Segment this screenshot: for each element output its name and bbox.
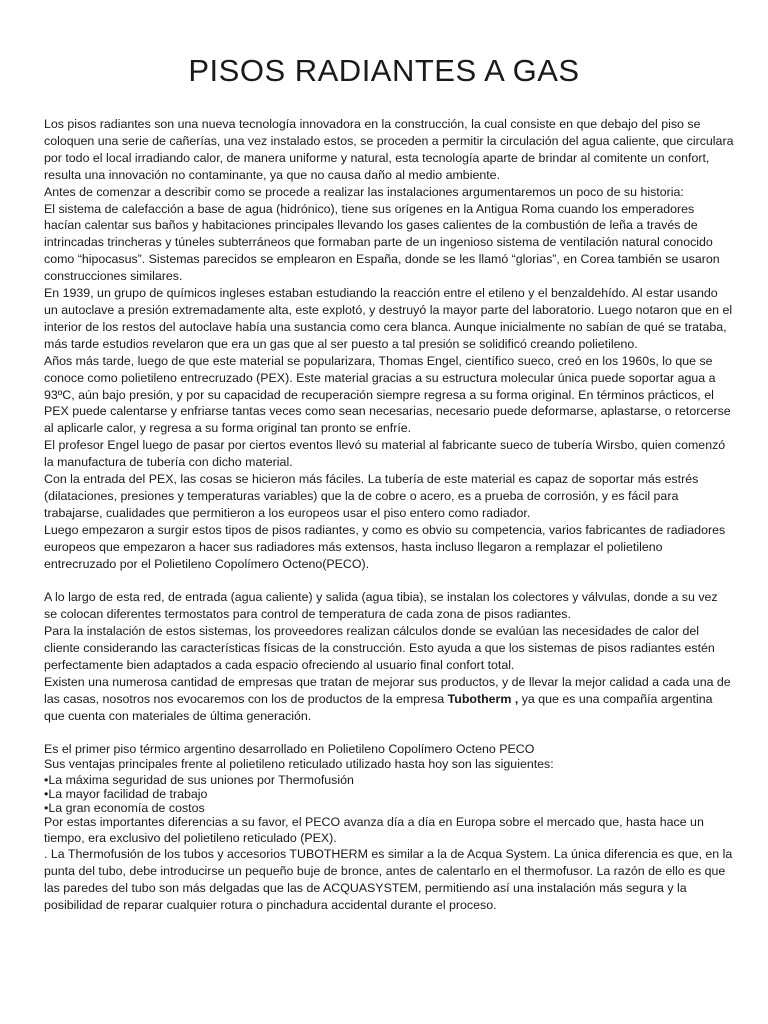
list-item: •La gran economía de costos xyxy=(44,801,205,816)
paragraph-peco: Luego empezaron a surgir estos tipos de pisos radiantes, y como es obvio su competencia, varios fabricantes de radiadores europeos que empezaron a hacer sus radiadores más extensos, hasta incluso llegaron a remplazar el polietileno entrecruzado por el Polietileno Copolímero Octeno(PECO). xyxy=(44,522,726,571)
paragraph-first-argentine: Es el primer piso térmico argentino desarrollado en Polietileno Copolímero Octeno PECO xyxy=(44,741,535,756)
company-name: Tubotherm , xyxy=(447,691,519,706)
spacer xyxy=(44,572,734,589)
paragraph-1939: En 1939, un grupo de químicos ingleses estaban estudiando la reacción entre el etileno y el benzaldehído. Al estar usando un autoclave a presión extremadamente alta, este explotó, y destruyó la mayor parte del laboratorio. Luego notaron que en el interior de los restos del autoclave había una sustancia como cera blanca. Aunque inicialmente no sabían de qué se trataba, más tarde estudios revelaron que era un gas que al ser puesto a tal presión se solidificó creando polietileno. xyxy=(44,286,733,351)
paragraph-peco-europe: Por estas importantes diferencias a su favor, el PECO avanza día a día en Europa sobre el mercado que, hasta hace un tiempo, era exclusivo del polietileno reticulado (PEX). xyxy=(44,815,704,845)
paragraph-thermofusion: . La Thermofusión de los tubos y accesorios TUBOTHERM es similar a la de Acqua System. La única diferencia es que, en la punta del tubo, debe introducirse un pequeño buje de bronce, antes de calentarlo en el thermofusor. La razón de ello es que las paredes del tubo son más delgadas que las de ACQUASYSTEM, permitiendo así una instalación más segura y la posibilidad de reparar cualquier rotura o pinchadura accidental durante el proceso. xyxy=(44,847,733,913)
paragraph-engel-pex: Años más tarde, luego de que este material se popularizara, Thomas Engel, científico sueco, creó en los 1960s, lo que se conoce como polietileno entrecruzado (PEX). Este material gracias a su estructura molecular única puede soportar agua a 93ºC, aún bajo presión, y por su capacidad de recuperación siempre regresa a su forma original. En términos prácticos, el PEX puede calentarse y enfriarse tantas veces como sean necesarias, necesario puede deformarse, aplastarse, o retorcerse al aplicarle calor, y regresa a su forma original tan pronto se enfríe. xyxy=(44,353,731,436)
paragraph-history-lead: Antes de comenzar a describir como se procede a realizar las instalaciones argumentaremos un poco de su historia: xyxy=(44,184,684,199)
paragraph-wirsbo: El profesor Engel luego de pasar por ciertos eventos llevó su material al fabricante sueco de tubería Wirsbo, quien comenzó la manufactura de tubería con dicho material. xyxy=(44,438,726,470)
companies-text: Existen una numerosa cantidad de empresas que tratan de mejorar sus productos, y de llevar la mejor calidad a cada una de las casas, nosotros nos evocaremos con los de productos de la empresa xyxy=(44,675,731,706)
paragraph-installation: Para la instalación de estos sistemas, los proveedores realizan cálculos donde se evalúan las necesidades de calor del cliente considerando las características físicas de la construcción. Esto ayuda a que los sistemas de pisos radiantes estén perfectamente bien adaptados a cada espacio ofreciendo al usuario final confort total. xyxy=(44,624,715,673)
paragraph-companies xyxy=(44,674,734,725)
companies-text-end: ya que es una compañía argentina que cuenta con materiales de última generación. xyxy=(44,691,713,723)
paragraph-intro: Los pisos radiantes son una nueva tecnología innovadora en la construcción, la cual consiste en que debajo del piso se coloquen una serie de cañerías, una vez instalado estos, se proceden a permitir la circulación del agua caliente, que circulara por todo el local irradiando calor, de manera uniforme y natural, esta tecnología aparte de brindar al comitente un confort, resulta una innovación no contaminante, ya que no causa daño al medio ambiente. xyxy=(44,117,734,182)
spacer xyxy=(44,725,734,742)
list-item: •La máxima seguridad de sus uniones por Thermofusión xyxy=(44,772,354,787)
paragraph-advantages-lead: Sus ventajas principales frente al polietileno reticulado utilizado hasta hoy son las siguientes: xyxy=(44,757,554,772)
list-item: •La mayor facilidad de trabajo xyxy=(44,786,208,801)
paragraph-pex-entry: Con la entrada del PEX, las cosas se hicieron más fáciles. La tubería de este material es capaz de soportar más estrés (dilataciones, presiones y temperaturas variables) que la de cobre o acero, es a prueba de corrosión, y es fácil para trabajarse, cualidades que permitieron a los europeos usar el piso entero como radiador. xyxy=(44,472,699,520)
page-title: PISOS RADIANTES A GAS xyxy=(188,53,580,88)
document-body xyxy=(44,116,734,914)
paragraph-network: A lo largo de esta red, de entrada (agua caliente) y salida (agua tibia), se instalan los colectores y válvulas, donde a su vez se colocan diferentes termostatos para control de temperatura de cada zona de pisos radiantes. xyxy=(44,590,718,622)
advantages-list xyxy=(44,773,734,816)
paragraph-rome: El sistema de calefacción a base de agua (hidrónico), tiene sus orígenes en la Antigua Roma cuando los emperadores hacían calentar sus baños y habitaciones principales llevando los gases calientes de la combustión de leña a través de intrincadas trincheras y túneles subterráneos que formaban parte de un ingenioso sistema de ventilación natural conocido como “hipocasus”. Sistemas parecidos se emplearon en España, donde se les llamó “glorias”, en Corea también se usaron construcciones similares. xyxy=(44,201,720,284)
